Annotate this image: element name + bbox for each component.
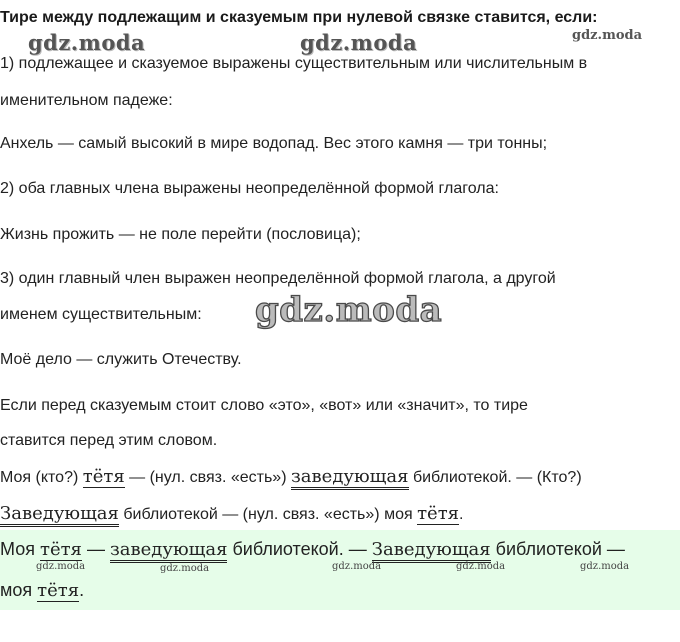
note-line2: ставится перед этим словом. (0, 432, 218, 449)
watermark: gdz.moda (300, 30, 418, 55)
answer-line2: моя тётя. (0, 580, 85, 601)
watermark: gdz.moda (580, 561, 630, 572)
example2: Жизнь прожить — не поле перейти (пословица); (0, 226, 361, 243)
watermark: gdz.moda (160, 563, 210, 574)
page-title: Тире между подлежащим и сказуемым при нулевой связке ставится, если: (0, 9, 598, 26)
rule3-line2: именем существительным: (0, 306, 202, 323)
predicate-underline: заведующая (291, 466, 409, 490)
watermark: gdz.moda (255, 290, 443, 330)
example3: Моё дело — служить Отечеству. (0, 351, 242, 368)
rule1-line1: 1) подлежащее и сказуемое выражены существительным или числительным в (0, 55, 588, 72)
watermark: gdz.moda (332, 561, 382, 572)
subject-underline: тётя (39, 539, 82, 560)
predicate-underline: Заведующая (372, 539, 491, 563)
predicate-underline: заведующая (110, 539, 228, 563)
rule3-line1: 3) один главный член выражен неопределённой формой глагола, а другой (0, 270, 556, 287)
analysis-line1: Моя (кто?) тётя — (нул. связ. «есть») заведующая библиотекой. — (Кто?) (0, 466, 582, 487)
analysis-line2: Заведующая библиотекой — (нул. связ. «есть») моя тётя. (0, 503, 463, 524)
watermark: gdz.moda (456, 561, 506, 572)
answer-line1: Моя тётя — заведующая библиотекой. — Заведующая библиотекой — (0, 539, 625, 560)
predicate-underline: Заведующая (0, 503, 119, 527)
rule1-line2: именительном падеже: (0, 92, 173, 109)
watermark: gdz.moda (36, 561, 86, 572)
watermark: gdz.moda (28, 30, 146, 55)
subject-underline: тётя (82, 466, 125, 487)
note-line1: Если перед сказуемым стоит слово «это», «вот» или «значит», то тире (0, 397, 528, 414)
subject-underline: тётя (417, 503, 460, 524)
rule2: 2) оба главных члена выражены неопределённой формой глагола: (0, 180, 499, 197)
subject-underline: тётя (37, 580, 80, 601)
example1: Анхель — самый высокий в мире водопад. Вес этого камня — три тонны; (0, 135, 548, 152)
watermark: gdz.moda (572, 28, 643, 43)
